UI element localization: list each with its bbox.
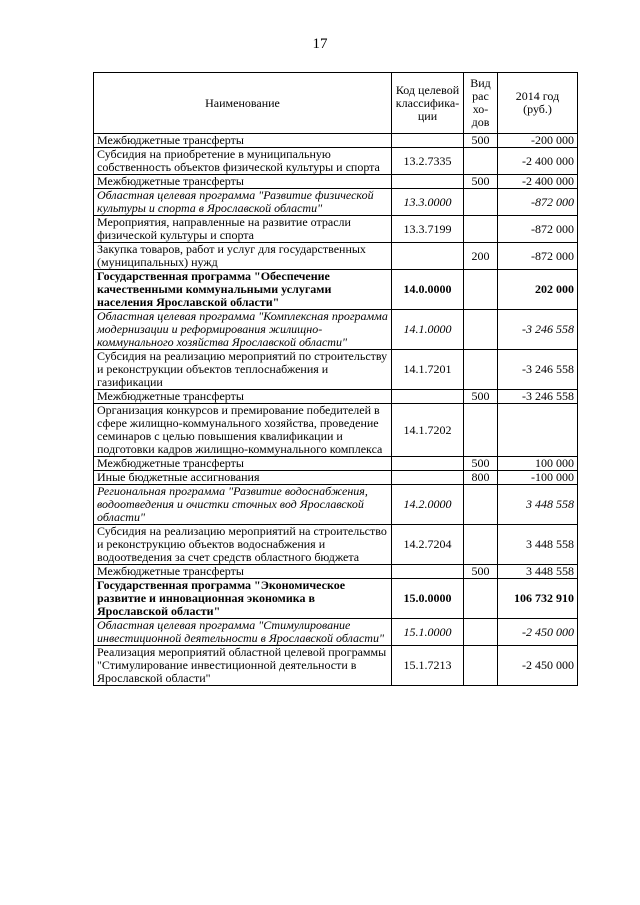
cell-expense-type bbox=[464, 525, 498, 565]
cell-name: Иные бюджетные ассигнования bbox=[94, 471, 392, 485]
table-row bbox=[94, 350, 578, 390]
cell-code bbox=[392, 175, 464, 189]
cell-code: 14.0.0000 bbox=[392, 270, 464, 310]
cell-code bbox=[392, 471, 464, 485]
cell-code bbox=[392, 390, 464, 404]
cell-code bbox=[392, 243, 464, 270]
table-row bbox=[94, 310, 578, 350]
cell-name: Реализация мероприятий областной целевой программы "Стимулирование инвестиционной деятельности в Ярославской области" bbox=[94, 646, 392, 686]
cell-amount: -3 246 558 bbox=[498, 310, 578, 350]
cell-code: 15.1.7213 bbox=[392, 646, 464, 686]
cell-name: Организация конкурсов и премирование победителей в сфере жилищно-коммунального хозяйства, проведение семинаров с целью повышения квалификации и подготовки кадров жилищно-коммунального комплекса bbox=[94, 404, 392, 457]
cell-code bbox=[392, 457, 464, 471]
cell-name: Государственная программа "Экономическое развитие и инновационная экономика в Ярославской области" bbox=[94, 579, 392, 619]
cell-amount: 100 000 bbox=[498, 457, 578, 471]
cell-name: Областная целевая программа "Комплексная программа модернизации и реформирования жилищно-коммунального хозяйства Ярославской области" bbox=[94, 310, 392, 350]
header-expense-type: Вид рас хо-дов bbox=[464, 73, 498, 134]
cell-expense-type: 500 bbox=[464, 565, 498, 579]
cell-expense-type: 500 bbox=[464, 390, 498, 404]
cell-expense-type bbox=[464, 619, 498, 646]
cell-expense-type bbox=[464, 646, 498, 686]
cell-code: 15.1.0000 bbox=[392, 619, 464, 646]
table-row bbox=[94, 619, 578, 646]
cell-amount: -3 246 558 bbox=[498, 350, 578, 390]
cell-name: Межбюджетные трансферты bbox=[94, 457, 392, 471]
table-row bbox=[94, 270, 578, 310]
cell-amount: -2 450 000 bbox=[498, 646, 578, 686]
cell-name: Субсидия на реализацию мероприятий на строительство и реконструкцию объектов водоснабжения и водоотведения за счет средств областного бюджета bbox=[94, 525, 392, 565]
cell-expense-type: 200 bbox=[464, 243, 498, 270]
table-row bbox=[94, 525, 578, 565]
cell-name: Межбюджетные трансферты bbox=[94, 134, 392, 148]
cell-amount: -2 400 000 bbox=[498, 175, 578, 189]
cell-code: 14.1.7201 bbox=[392, 350, 464, 390]
cell-code: 14.1.7202 bbox=[392, 404, 464, 457]
cell-code bbox=[392, 134, 464, 148]
cell-amount: 106 732 910 bbox=[498, 579, 578, 619]
cell-amount: -200 000 bbox=[498, 134, 578, 148]
cell-expense-type bbox=[464, 270, 498, 310]
cell-code: 14.2.0000 bbox=[392, 485, 464, 525]
cell-amount: -100 000 bbox=[498, 471, 578, 485]
cell-code: 13.3.0000 bbox=[392, 189, 464, 216]
table-row bbox=[94, 565, 578, 579]
cell-name: Областная целевая программа "Стимулирование инвестиционной деятельности в Ярославской области" bbox=[94, 619, 392, 646]
cell-amount: -2 400 000 bbox=[498, 148, 578, 175]
cell-expense-type bbox=[464, 216, 498, 243]
table-row bbox=[94, 148, 578, 175]
cell-code: 15.0.0000 bbox=[392, 579, 464, 619]
cell-code: 13.3.7199 bbox=[392, 216, 464, 243]
table-body bbox=[94, 134, 578, 686]
page-number: 17 bbox=[312, 36, 328, 52]
table-row bbox=[94, 404, 578, 457]
cell-amount: -872 000 bbox=[498, 189, 578, 216]
cell-code: 14.1.0000 bbox=[392, 310, 464, 350]
header-name: Наименование bbox=[94, 73, 392, 134]
cell-amount: -872 000 bbox=[498, 243, 578, 270]
cell-expense-type: 500 bbox=[464, 134, 498, 148]
table-header-row bbox=[94, 73, 578, 134]
table-row bbox=[94, 175, 578, 189]
header-code: Код целевой классифика-ции bbox=[392, 73, 464, 134]
cell-code: 13.2.7335 bbox=[392, 148, 464, 175]
table-row bbox=[94, 134, 578, 148]
table-row bbox=[94, 471, 578, 485]
cell-amount: 3 448 558 bbox=[498, 565, 578, 579]
cell-expense-type bbox=[464, 579, 498, 619]
cell-amount: -2 450 000 bbox=[498, 619, 578, 646]
cell-name: Межбюджетные трансферты bbox=[94, 175, 392, 189]
cell-expense-type bbox=[464, 404, 498, 457]
table-row bbox=[94, 189, 578, 216]
table-row bbox=[94, 457, 578, 471]
cell-expense-type: 800 bbox=[464, 471, 498, 485]
cell-code: 14.2.7204 bbox=[392, 525, 464, 565]
cell-amount: 202 000 bbox=[498, 270, 578, 310]
cell-code bbox=[392, 565, 464, 579]
cell-expense-type: 500 bbox=[464, 175, 498, 189]
cell-expense-type bbox=[464, 189, 498, 216]
cell-name: Мероприятия, направленные на развитие отрасли физической культуры и спорта bbox=[94, 216, 392, 243]
cell-expense-type bbox=[464, 485, 498, 525]
table-row bbox=[94, 485, 578, 525]
table-row bbox=[94, 216, 578, 243]
cell-amount: 3 448 558 bbox=[498, 485, 578, 525]
cell-name: Межбюджетные трансферты bbox=[94, 565, 392, 579]
cell-amount: 3 448 558 bbox=[498, 525, 578, 565]
budget-table bbox=[93, 72, 578, 686]
header-amount: 2014 год (руб.) bbox=[498, 73, 578, 134]
table-row bbox=[94, 579, 578, 619]
cell-expense-type bbox=[464, 310, 498, 350]
cell-amount bbox=[498, 404, 578, 457]
cell-name: Субсидия на реализацию мероприятий по строительству и реконструкции объектов теплоснабжения и газификации bbox=[94, 350, 392, 390]
cell-expense-type bbox=[464, 148, 498, 175]
table-row bbox=[94, 646, 578, 686]
cell-name: Закупка товаров, работ и услуг для государственных (муниципальных) нужд bbox=[94, 243, 392, 270]
cell-amount: -872 000 bbox=[498, 216, 578, 243]
cell-amount: -3 246 558 bbox=[498, 390, 578, 404]
cell-expense-type bbox=[464, 350, 498, 390]
cell-name: Региональная программа "Развитие водоснабжения, водоотведения и очистки сточных вод Ярославской области" bbox=[94, 485, 392, 525]
cell-name: Областная целевая программа "Развитие физической культуры и спорта в Ярославской области" bbox=[94, 189, 392, 216]
cell-name: Государственная программа "Обеспечение качественными коммунальными услугами населения Ярославской области" bbox=[94, 270, 392, 310]
table-row bbox=[94, 243, 578, 270]
cell-name: Межбюджетные трансферты bbox=[94, 390, 392, 404]
table-row bbox=[94, 390, 578, 404]
cell-expense-type: 500 bbox=[464, 457, 498, 471]
cell-name: Субсидия на приобретение в муниципальную собственность объектов физической культуры и спорта bbox=[94, 148, 392, 175]
